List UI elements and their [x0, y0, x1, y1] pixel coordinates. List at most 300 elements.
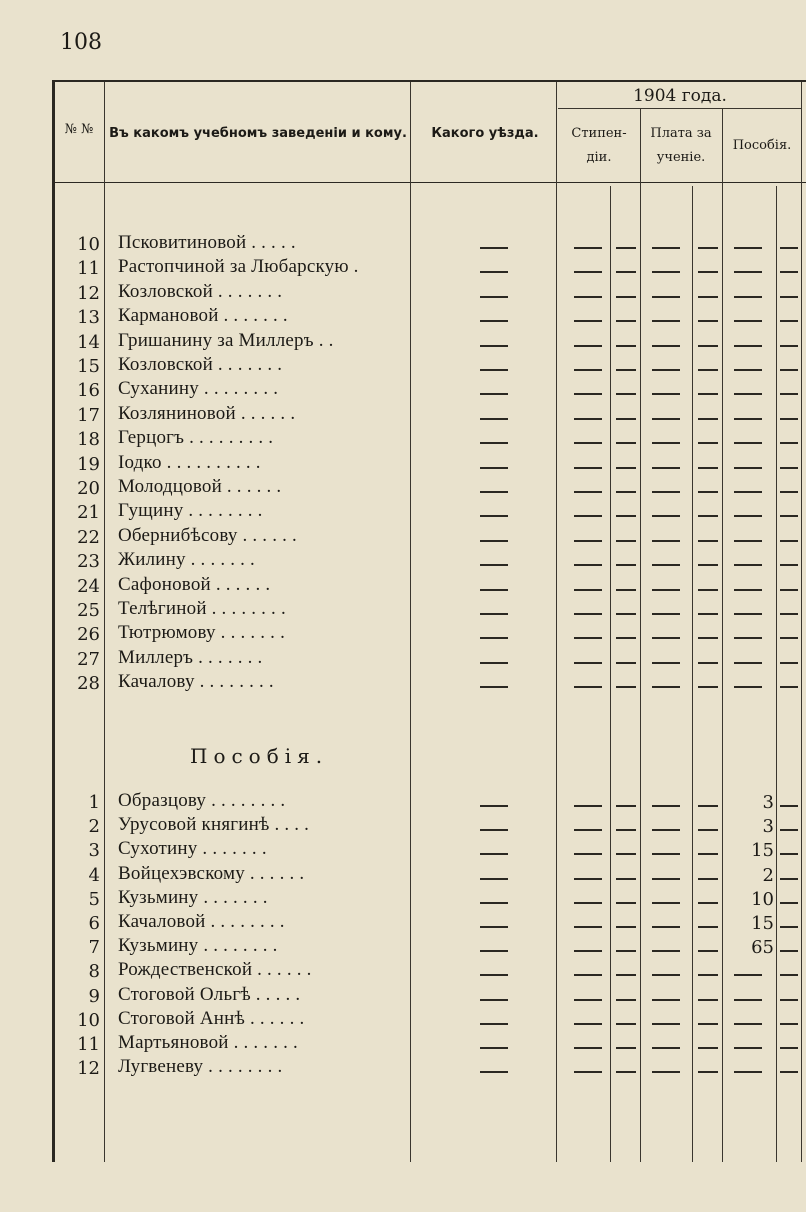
row-a-name: Козловской . . . . . . .	[118, 354, 283, 375]
row-a-dash	[652, 662, 680, 664]
row-a-dash	[616, 442, 636, 444]
row-a-dash	[652, 271, 680, 273]
row-a-dash	[698, 467, 718, 469]
row-b-name: Кузьмину . . . . . . . .	[118, 935, 278, 957]
col-line-district	[556, 82, 557, 1162]
row-b-dash	[616, 853, 636, 855]
row-a-dash	[480, 491, 508, 493]
row-a-num: 13	[77, 307, 100, 329]
row-a-dash	[734, 662, 762, 664]
row-b-num: 8	[88, 961, 100, 983]
row-b-dash	[780, 999, 798, 1001]
row-b-name: Лугвеневу . . . . . . . .	[118, 1056, 283, 1078]
row-a-dash	[574, 320, 602, 322]
row-a-dash	[734, 247, 762, 249]
row-a-dash	[574, 491, 602, 493]
row-b-dash	[652, 829, 680, 831]
row-a-dash	[698, 320, 718, 322]
row-b-name: Кузьмину . . . . . . .	[118, 886, 268, 908]
row-b-dash	[480, 1071, 508, 1073]
row-b-name: Сухотину . . . . . . .	[118, 838, 267, 860]
row-a-dash	[734, 369, 762, 371]
row-b-dash	[780, 926, 798, 928]
row-a-dash	[734, 320, 762, 322]
page-number: 108	[60, 30, 102, 55]
row-a-dash	[698, 369, 718, 371]
row-a-dash	[734, 613, 762, 615]
row-a-dash	[698, 637, 718, 639]
row-a-dash	[652, 686, 680, 688]
row-a-dash	[734, 467, 762, 469]
row-a-dash	[574, 613, 602, 615]
row-a-dash	[616, 418, 636, 420]
row-a-dash	[574, 564, 602, 566]
header-col-institution: Въ какомъ учебномъ заведеніи и кому.	[109, 126, 407, 141]
row-b-name: Стоговой Ольгѣ . . . . .	[118, 983, 301, 1005]
row-a-dash	[574, 540, 602, 542]
row-a-num: 23	[77, 551, 100, 573]
row-b-allowance: 3	[762, 792, 774, 813]
row-b-dash	[574, 974, 602, 976]
row-a-dash	[698, 564, 718, 566]
row-a-dash	[616, 564, 636, 566]
row-a-dash	[652, 442, 680, 444]
row-b-dash	[780, 1071, 798, 1073]
row-b-dash	[616, 902, 636, 904]
row-a-dash	[616, 369, 636, 371]
row-b-dash	[616, 878, 636, 880]
top-rule	[52, 80, 806, 82]
row-a-dash	[652, 491, 680, 493]
row-a-name: Миллеръ . . . . . . .	[118, 646, 263, 668]
row-a-num: 16	[77, 380, 100, 402]
row-a-dash	[574, 662, 602, 664]
header-col-district: Какого уѣзда.	[431, 126, 539, 141]
row-a-dash	[616, 686, 636, 688]
row-a-name: Жилину . . . . . . .	[118, 549, 256, 571]
row-a-name: Молодцовой . . . . . .	[118, 476, 282, 497]
row-a-dash	[734, 540, 762, 542]
row-b-num: 6	[88, 913, 100, 934]
row-a-dash	[480, 662, 508, 664]
right-border	[801, 82, 802, 1162]
row-a-dash	[698, 393, 718, 395]
row-b-dash	[616, 805, 636, 807]
row-a-name: Гришанину за Миллеръ . .	[118, 329, 334, 351]
row-a-name: Псковитиновой . . . . .	[118, 232, 296, 253]
row-a-name: Козловской . . . . . . .	[118, 280, 283, 302]
row-a-dash	[780, 345, 798, 347]
row-a-dash	[698, 540, 718, 542]
row-a-dash	[616, 271, 636, 273]
row-b-allowance: 10	[751, 888, 774, 910]
row-a-dash	[698, 515, 718, 517]
row-a-num: 10	[77, 234, 100, 255]
row-a-dash	[480, 467, 508, 469]
row-a-dash	[698, 418, 718, 420]
row-a-dash	[780, 589, 798, 591]
row-b-name: Мартьяновой . . . . . . .	[118, 1032, 298, 1053]
row-b-dash	[780, 829, 798, 831]
row-a-dash	[574, 345, 602, 347]
row-a-dash	[780, 540, 798, 542]
row-b-dash	[780, 950, 798, 952]
row-a-dash	[616, 393, 636, 395]
row-a-dash	[574, 247, 602, 249]
row-a-dash	[480, 393, 508, 395]
row-a-dash	[652, 320, 680, 322]
row-a-dash	[698, 491, 718, 493]
row-a-dash	[652, 515, 680, 517]
row-a-dash	[780, 662, 798, 664]
row-b-dash	[574, 902, 602, 904]
row-b-dash	[652, 878, 680, 880]
row-b-num: 5	[88, 888, 100, 910]
row-a-dash	[480, 320, 508, 322]
row-a-dash	[780, 247, 798, 249]
row-b-dash	[480, 1047, 508, 1049]
row-a-dash	[734, 418, 762, 420]
row-a-dash	[480, 515, 508, 517]
row-a-dash	[574, 418, 602, 420]
row-a-dash	[734, 271, 762, 273]
row-a-name: Сафоновой . . . . . .	[118, 573, 271, 595]
row-a-dash	[780, 686, 798, 688]
row-a-dash	[616, 589, 636, 591]
row-a-dash	[616, 467, 636, 469]
row-b-allowance: 15	[751, 913, 774, 934]
row-a-dash	[698, 345, 718, 347]
header-col-allowance: Пособія.	[732, 138, 792, 153]
row-b-num: 2	[88, 816, 100, 838]
row-a-dash	[698, 589, 718, 591]
row-a-num: 20	[77, 478, 100, 499]
row-b-dash	[652, 1023, 680, 1025]
row-b-dash	[480, 878, 508, 880]
row-a-dash	[780, 467, 798, 469]
row-b-num: 10	[77, 1009, 100, 1031]
row-b-dash	[616, 1047, 636, 1049]
row-b-dash	[734, 1071, 762, 1073]
row-a-num: 14	[77, 331, 100, 353]
row-a-dash	[734, 686, 762, 688]
row-b-dash	[652, 999, 680, 1001]
row-b-allowance: 65	[751, 937, 774, 959]
row-a-num: 15	[77, 356, 100, 377]
row-a-dash	[616, 296, 636, 298]
row-b-dash	[780, 805, 798, 807]
row-a-dash	[616, 247, 636, 249]
row-b-dash	[698, 805, 718, 807]
row-a-dash	[616, 662, 636, 664]
row-a-dash	[574, 589, 602, 591]
header-col-stipend: Стипен- діи.	[571, 126, 627, 165]
row-a-dash	[480, 296, 508, 298]
row-a-dash	[652, 345, 680, 347]
row-a-dash	[574, 467, 602, 469]
row-b-dash	[480, 926, 508, 928]
row-b-num: 4	[88, 864, 100, 886]
row-b-dash	[698, 1047, 718, 1049]
row-a-dash	[780, 613, 798, 615]
row-a-dash	[574, 393, 602, 395]
row-b-dash	[480, 974, 508, 976]
row-b-dash	[780, 1023, 798, 1025]
row-b-dash	[480, 853, 508, 855]
row-a-dash	[698, 686, 718, 688]
row-a-dash	[734, 515, 762, 517]
row-a-name: Растопчиной за Любарскую .	[118, 256, 359, 278]
row-a-num: 28	[77, 673, 100, 695]
row-a-dash	[480, 540, 508, 542]
row-b-allowance: 3	[762, 816, 774, 838]
row-a-num: 24	[77, 575, 100, 597]
row-a-dash	[480, 637, 508, 639]
row-a-dash	[574, 271, 602, 273]
row-a-dash	[698, 613, 718, 615]
row-a-num: 27	[77, 648, 100, 670]
row-a-dash	[734, 589, 762, 591]
row-a-num: 26	[77, 624, 100, 646]
row-a-dash	[734, 637, 762, 639]
row-b-dash	[734, 974, 762, 976]
row-b-num: 3	[88, 840, 100, 862]
row-a-name: Суханину . . . . . . . .	[118, 378, 279, 400]
row-a-dash	[780, 296, 798, 298]
row-b-dash	[574, 829, 602, 831]
row-b-dash	[574, 1047, 602, 1049]
row-a-num: 21	[77, 502, 100, 524]
row-a-dash	[480, 247, 508, 249]
row-a-dash	[734, 296, 762, 298]
row-b-dash	[652, 974, 680, 976]
col-line-num	[104, 82, 105, 1162]
row-b-allowance: 15	[751, 840, 774, 862]
row-a-name: Кармановой . . . . . . .	[118, 305, 288, 327]
row-a-name: Іодко . . . . . . . . . .	[118, 451, 261, 473]
section-b-title: Пособія.	[190, 744, 329, 768]
row-a-num: 12	[77, 282, 100, 304]
row-b-num: 1	[88, 792, 100, 813]
row-b-dash	[480, 805, 508, 807]
row-a-dash	[480, 564, 508, 566]
row-a-dash	[480, 613, 508, 615]
row-b-name: Качаловой . . . . . . . .	[118, 911, 285, 932]
row-a-dash	[698, 296, 718, 298]
row-a-dash	[652, 418, 680, 420]
row-b-dash	[734, 999, 762, 1001]
row-a-dash	[698, 662, 718, 664]
row-b-num: 12	[77, 1058, 100, 1080]
row-a-num: 18	[77, 429, 100, 451]
row-b-dash	[480, 999, 508, 1001]
row-b-dash	[616, 1071, 636, 1073]
row-b-dash	[480, 950, 508, 952]
header-col-num: № №	[64, 122, 94, 137]
row-b-dash	[652, 853, 680, 855]
row-a-name: Обернибѣсову . . . . . .	[118, 524, 297, 546]
row-b-dash	[698, 1023, 718, 1025]
row-b-dash	[480, 829, 508, 831]
row-a-dash	[698, 271, 718, 273]
col-line-institution	[410, 82, 411, 1162]
row-a-num: 17	[77, 404, 100, 426]
row-b-dash	[480, 902, 508, 904]
row-b-dash	[698, 853, 718, 855]
row-a-dash	[652, 613, 680, 615]
row-a-dash	[734, 393, 762, 395]
row-a-name: Тютрюмову . . . . . . .	[118, 622, 286, 644]
row-b-dash	[616, 829, 636, 831]
row-a-name: Телѣгиной . . . . . . . .	[118, 598, 286, 619]
row-a-dash	[480, 686, 508, 688]
row-b-dash	[480, 1023, 508, 1025]
row-b-name: Войцехэвскому . . . . . .	[118, 862, 305, 884]
row-a-dash	[574, 686, 602, 688]
row-a-dash	[780, 393, 798, 395]
row-b-dash	[652, 902, 680, 904]
row-a-dash	[616, 515, 636, 517]
row-b-dash	[780, 853, 798, 855]
row-b-dash	[780, 902, 798, 904]
header-rule	[52, 182, 806, 183]
row-a-num: 19	[77, 453, 100, 475]
row-a-dash	[734, 564, 762, 566]
row-b-allowance: 2	[762, 864, 774, 886]
row-b-dash	[698, 950, 718, 952]
row-a-name: Герцогъ . . . . . . . . .	[118, 427, 274, 449]
row-b-dash	[652, 1071, 680, 1073]
header-year-group: 1904 года.	[633, 86, 727, 106]
col-line-stipend-mid	[610, 186, 611, 1162]
row-b-dash	[698, 878, 718, 880]
row-b-name: Урусовой княгинѣ . . . .	[118, 814, 310, 836]
row-a-dash	[616, 345, 636, 347]
row-b-dash	[780, 974, 798, 976]
col-line-tuition	[722, 108, 723, 1162]
row-a-dash	[780, 320, 798, 322]
row-b-dash	[616, 974, 636, 976]
row-b-dash	[616, 950, 636, 952]
row-b-dash	[734, 1023, 762, 1025]
row-b-dash	[616, 999, 636, 1001]
row-a-dash	[698, 247, 718, 249]
row-b-dash	[574, 1071, 602, 1073]
row-b-dash	[780, 1047, 798, 1049]
row-a-dash	[574, 369, 602, 371]
row-b-dash	[734, 1047, 762, 1049]
row-b-dash	[616, 1023, 636, 1025]
row-a-dash	[480, 442, 508, 444]
row-b-num: 7	[88, 937, 100, 959]
row-a-dash	[780, 369, 798, 371]
row-a-name: Качалову . . . . . . . .	[118, 671, 274, 693]
row-a-dash	[698, 442, 718, 444]
row-b-dash	[780, 878, 798, 880]
row-b-dash	[698, 902, 718, 904]
row-a-dash	[480, 418, 508, 420]
row-a-dash	[780, 442, 798, 444]
row-a-dash	[780, 418, 798, 420]
row-b-dash	[652, 805, 680, 807]
row-a-dash	[652, 467, 680, 469]
row-a-dash	[616, 613, 636, 615]
row-a-dash	[574, 637, 602, 639]
row-b-dash	[574, 853, 602, 855]
row-a-num: 25	[77, 600, 100, 621]
row-a-dash	[780, 271, 798, 273]
row-a-dash	[480, 345, 508, 347]
row-b-dash	[574, 950, 602, 952]
row-a-dash	[652, 247, 680, 249]
row-a-dash	[780, 515, 798, 517]
header-col-tuition: Плата за ученіе.	[650, 126, 712, 165]
row-a-dash	[480, 369, 508, 371]
row-a-dash	[734, 442, 762, 444]
row-a-dash	[652, 564, 680, 566]
row-b-dash	[574, 1023, 602, 1025]
row-b-dash	[574, 878, 602, 880]
row-a-dash	[616, 637, 636, 639]
row-a-dash	[652, 540, 680, 542]
row-b-dash	[698, 829, 718, 831]
row-a-dash	[574, 296, 602, 298]
row-a-dash	[780, 637, 798, 639]
row-a-dash	[780, 491, 798, 493]
row-a-dash	[780, 564, 798, 566]
row-a-name: Козляниновой . . . . . .	[118, 402, 296, 424]
year-underline	[558, 108, 802, 109]
row-a-dash	[652, 393, 680, 395]
row-b-dash	[652, 926, 680, 928]
row-a-dash	[652, 637, 680, 639]
row-b-dash	[616, 926, 636, 928]
row-b-dash	[574, 926, 602, 928]
row-b-name: Образцову . . . . . . . .	[118, 790, 286, 811]
row-a-dash	[616, 491, 636, 493]
row-b-dash	[574, 805, 602, 807]
col-line-allowance-mid	[776, 186, 777, 1162]
row-a-dash	[652, 369, 680, 371]
col-line-stipend	[640, 108, 641, 1162]
row-b-dash	[698, 974, 718, 976]
row-a-dash	[652, 589, 680, 591]
row-b-dash	[698, 1071, 718, 1073]
row-a-dash	[574, 442, 602, 444]
row-a-dash	[480, 271, 508, 273]
row-b-num: 11	[77, 1034, 100, 1055]
row-a-dash	[734, 491, 762, 493]
row-b-dash	[574, 999, 602, 1001]
row-a-dash	[734, 345, 762, 347]
row-a-dash	[480, 589, 508, 591]
row-b-dash	[698, 926, 718, 928]
row-a-num: 22	[77, 526, 100, 548]
row-b-name: Рождественской . . . . . .	[118, 959, 312, 981]
row-b-dash	[652, 1047, 680, 1049]
row-a-name: Гущину . . . . . . . .	[118, 500, 263, 522]
row-b-dash	[652, 950, 680, 952]
row-b-name: Стоговой Аннѣ . . . . . .	[118, 1007, 305, 1029]
row-a-dash	[574, 515, 602, 517]
row-a-dash	[652, 296, 680, 298]
row-b-dash	[698, 999, 718, 1001]
row-a-dash	[616, 320, 636, 322]
row-a-dash	[616, 540, 636, 542]
row-b-num: 9	[88, 985, 100, 1007]
col-line-tuition-mid	[692, 186, 693, 1162]
row-a-num: 11	[77, 258, 100, 280]
